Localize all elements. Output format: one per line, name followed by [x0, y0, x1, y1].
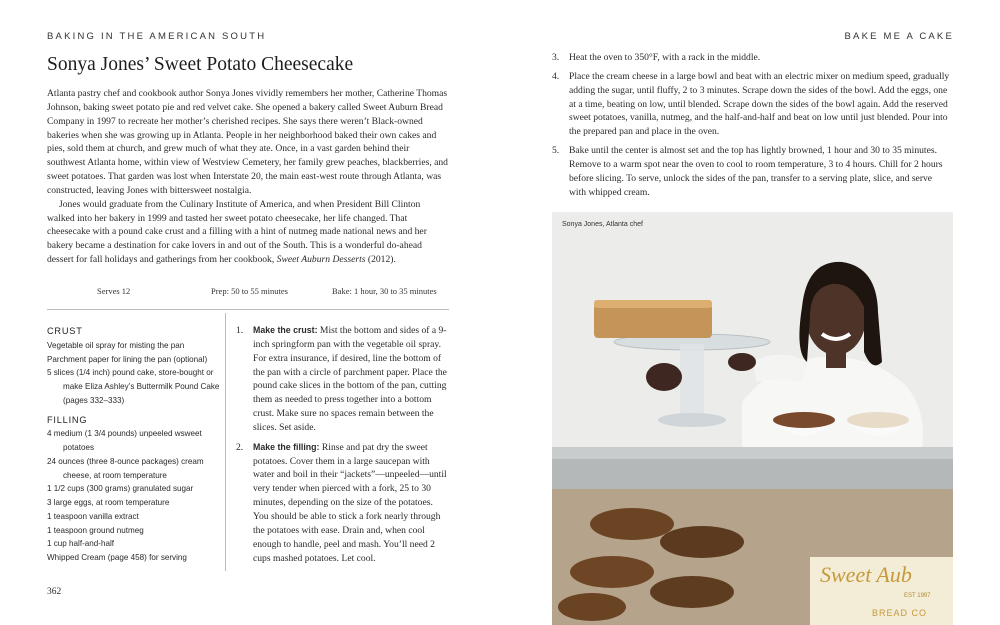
bakery-sign-est: EST 1997 — [904, 593, 931, 599]
step-number: 4. — [552, 70, 560, 82]
serves-label: Serves 12 — [97, 286, 131, 296]
right-page — [500, 0, 1000, 625]
ingredient-item: 4 medium (1 3/4 pounds) unpeeled wsweet potatoes — [47, 429, 202, 452]
ingredient-item: Vegetable oil spray for misting the pan — [47, 340, 185, 350]
page-number: 362 — [47, 587, 62, 597]
step-text: Rinse and pat dry the sweet potatoes. Cover them in a large saucepan with water and boil in their “jackets”—unpeeled—until very tender when pierced with a fork, 25 to 30 minutes, depending on the size of the potatoes. You should be able to stick a fork nearly through the potatoes with ease. Drain and, when cool enough to handle, peel and mash. You’ll need 2 cups mashed potatoes. Let cool. — [253, 441, 447, 564]
section-divider — [47, 309, 449, 310]
ingredient-item: 5 slices (1/4 inch) pound cake, store-bought or make Eliza Ashley’s Buttermilk Pound Cake (pages 332–333) — [47, 368, 220, 405]
intro-paragraph-2-text: Jones would graduate from the Culinary Institute of America, and when President Bill Clinton walked into her bakery in 1999 and tasted her sweet potato cheesecake, her life changed. That cheesecake with a pound cake crust and a filling with a hint of nutmeg made national news and her bakery became a destination for cake lovers in and out of the South. This is a wonderful do-ahead dessert for fall holidays and gatherings from her cookbook, — [47, 198, 427, 266]
step-4 — [552, 70, 950, 139]
photo-caption: Sonya Jones, Atlanta chef — [562, 221, 643, 228]
bake-time: Bake: 1 hour, 30 to 35 minutes — [332, 286, 437, 296]
step-3 — [552, 51, 950, 65]
running-head-right: BAKE ME A CAKE — [844, 31, 954, 42]
running-head-left: BAKING IN THE AMERICAN SOUTH — [47, 31, 267, 42]
ingredient-item: 1 teaspoon vanilla extract — [47, 511, 139, 521]
ingredient-item: Whipped Cream (page 458) for serving — [47, 553, 187, 562]
step-5 — [552, 144, 950, 199]
filling-heading: FILLING — [47, 414, 88, 425]
ingredient-item: 1 teaspoon ground nutmeg — [47, 525, 144, 535]
intro-book-title: Sweet Auburn Desserts — [276, 254, 366, 266]
ingredient-item: 1 1/2 cups (300 grams) granulated sugar — [47, 484, 194, 494]
step-text: Heat the oven to 350°F, with a rack in the middle. — [569, 52, 761, 63]
ingredient-item: 1 cup half-and-half — [47, 539, 115, 549]
step-lead: Make the filling: — [253, 441, 320, 452]
steps-left — [236, 324, 450, 571]
intro-paragraph-2-end: (2012). — [365, 254, 396, 266]
recipe-intro — [47, 87, 449, 267]
step-1 — [236, 324, 450, 435]
ingredient-item: 3 large eggs, at room temperature — [47, 498, 170, 507]
chef-photo — [552, 212, 953, 625]
ingredients-list — [47, 325, 222, 565]
step-number: 2. — [236, 441, 244, 453]
ingredient-item: Parchment paper for lining the pan (optional) — [47, 354, 208, 364]
step-text: Place the cream cheese in a large bowl and beat with an electric mixer on medium speed, gradually adding the sugar, until fluffy, 2 to 3 minutes. Scrape down the sides of the bowl. Add the eggs, one at a time, beating on low, until blended. Scrape down the sides of the bowl again. Add the reserved sweet potatoes, vanilla, nutmeg, and the half-and-half and beat on low until just blended. Pour into the prepared pan and place in the oven. — [569, 70, 950, 138]
step-text: Bake until the center is almost set and the top has lightly browned, 1 hour and 30 to 35 minutes. Remove to a warm spot near the oven to cool to room temperature, 3 to 4 hours. Chill for 2 hours before slicing. To serve, unlock the sides of the pan, transfer to a serving plate, slice, and serve with whipped cream. — [569, 145, 943, 198]
step-number: 3. — [552, 52, 560, 63]
step-text: Mist the bottom and sides of a 9-inch springform pan with the vegetable oil spray. For extra insurance, if desired, line the bottom of the pan with a circle of parchment paper. Place the pound cake slices in the bottom of the pan, cutting them as needed to press together into a bottom crust. Make sure no spaces remain between the slices. Set aside. — [253, 325, 447, 433]
step-2 — [236, 441, 450, 566]
step-number: 5. — [552, 145, 560, 157]
intro-paragraph-1: Atlanta pastry chef and cookbook author Sonya Jones vividly remembers her mother, Catherine Thomas Johnson, baking sweet potato pie and red velvet cake. She opened a bakery called Sweet Auburn Bread Company in 1997 to recreate her mother’s cherished recipes. She says there weren’t Black-owned bakeries when she was growing up in Atlanta. People in her neighborhood baked their own cakes and pies, sold them at church, and grew much of what they ate. Once, in a vast garden behind their southwest Atlanta home, within view of Westview Cemetery, her family grew peaches, blackberries, and sweet potatoes. That garden was lost when Interstate 20, the main east-west route through Atlanta, was constructed, leaving Jones with bittersweet nostalgia. — [47, 88, 448, 196]
column-divider — [225, 313, 226, 571]
bakery-sign-bottom: BREAD CO — [872, 608, 928, 618]
prep-time: Prep: 50 to 55 minutes — [211, 286, 288, 296]
crust-heading: CRUST — [47, 326, 83, 336]
recipe-title: Sonya Jones’ Sweet Potato Cheesecake — [47, 54, 354, 75]
bakery-sign-text: Sweet Aub — [820, 562, 912, 587]
steps-right — [552, 51, 950, 204]
step-number: 1. — [236, 325, 244, 336]
ingredient-item: 24 ounces (three 8-ounce packages) cream cheese, at room temperature — [47, 456, 204, 480]
step-lead: Make the crust: — [253, 325, 318, 335]
intro-paragraph-2 — [47, 198, 449, 267]
